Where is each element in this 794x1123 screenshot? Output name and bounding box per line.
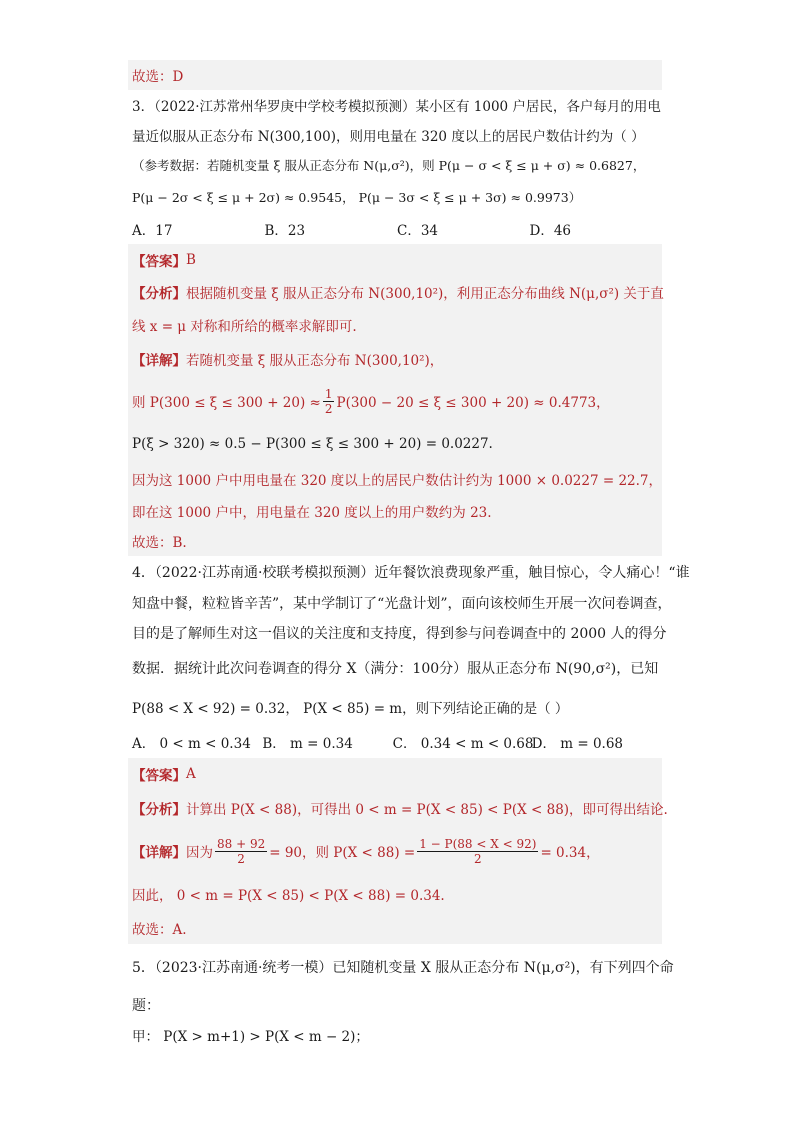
q4-detail-mid: = 90，则 P(X < 88) = — [269, 845, 416, 861]
fraction-denominator: 2 — [237, 851, 245, 866]
q3-analysis-tag: 【分析】 — [132, 286, 186, 302]
fraction-denominator: 2 — [324, 401, 333, 416]
q3-stem-line-1: 3．（2022·江苏常州华罗庚中学校考模拟预测）某小区有 1000 户居民，各户每月的用电 — [132, 99, 661, 115]
q3-final: 故选：B. — [128, 526, 662, 556]
q3-answer — [128, 244, 662, 276]
q4-detail-tag: 【详解】 — [132, 845, 186, 861]
q4-probability-fraction — [417, 837, 538, 866]
q3-detail-2-pre: 则 P(300 ≤ ξ ≤ 300 + 20) ≈ — [132, 395, 321, 411]
q3-analysis-line-1 — [128, 276, 662, 308]
document-page — [132, 60, 690, 1050]
q3-option-b: B．23 — [264, 223, 306, 239]
fraction-denominator: 2 — [474, 851, 482, 866]
q3-stem-line-2: 量近似服从正态分布 N(300,100)，则用电量在 320 度以上的居民户数估计约为（ ） — [132, 129, 645, 145]
q4-analysis-tag: 【分析】 — [132, 802, 186, 818]
fraction-numerator: 1 − P(88 < X < 92) — [419, 836, 537, 851]
q3-detail-line-5: 即在这 1000 户中，用电量在 320 度以上的用户数约为 23. — [128, 496, 662, 526]
q3-detail-line-1 — [128, 342, 662, 376]
q3-answer-tag: 【答案】 — [132, 254, 186, 270]
q3-detail-tag: 【详解】 — [132, 353, 186, 369]
q3-detail-line-2 — [128, 376, 662, 426]
q4-detail-pre: 因为 — [186, 845, 213, 861]
q3-option-a: A．17 — [132, 223, 173, 239]
q3-reference-line-1: （参考数据：若随机变量 ξ 服从正态分布 N(μ,σ²)，则 P(μ − σ < ξ ≤ μ + σ) ≈ 0.6827， — [132, 158, 646, 173]
q3-option-d: D．46 — [529, 223, 572, 239]
q4-mean-fraction — [215, 837, 267, 866]
q4-final: 故选：A. — [128, 912, 662, 944]
q4-options — [132, 726, 662, 758]
q3-options — [132, 214, 662, 244]
q4-detail-line-2: 因此， 0 < m = P(X < 85) < P(X < 88) = 0.34. — [128, 876, 662, 912]
q4-option-d: D． m = 0.68 — [531, 736, 624, 752]
q4-option-c: C． 0.34 < m < 0.68 — [392, 736, 534, 752]
q4-stem-line-4: 数据．据统计此次问卷调查的得分 X（满分：100分）服从正态分布 N(90,σ²)，已知 — [132, 661, 659, 677]
q3-option-c: C．34 — [397, 223, 439, 239]
q4-answer-tag: 【答案】 — [132, 768, 186, 784]
q4-answer — [128, 758, 662, 790]
fraction-numerator: 1 — [324, 386, 333, 401]
q3-detail-text: 若随机变量 ξ 服从正态分布 N(300,10²)， — [186, 353, 444, 369]
q5-item-1: 甲： P(X > m+1) > P(X < m − 2)； — [132, 1029, 369, 1045]
q3-detail-line-3: P(ξ > 320) ≈ 0.5 − P(300 ≤ ξ ≤ 300 + 20) = 0.0227. — [128, 426, 662, 462]
q3-analysis-line-2: 线 x = μ 对称和所给的概率求解即可. — [128, 308, 662, 342]
q4-detail-post: = 0.34， — [540, 845, 600, 861]
q3-half-fraction — [323, 387, 335, 416]
q4-option-a: A． 0 < m < 0.34 — [132, 736, 251, 752]
q5-stem-line-1: 5．（2023·江苏南通·统考一模）已知随机变量 X 服从正态分布 N(μ,σ²)，有下列四个命 — [132, 960, 674, 976]
q4-analysis-line — [128, 790, 668, 826]
q3-detail-line-4: 因为这 1000 户中用电量在 320 度以上的居民户数估计约为 1000 × 0.0227 = 22.7， — [128, 462, 662, 496]
q4-detail-line-1 — [128, 826, 662, 876]
q4-analysis-text: 计算出 P(X < 88)，可得出 0 < m = P(X < 85) < P(X < 88)，即可得出结论. — [186, 802, 668, 818]
q4-stem-line-2: 知盘中餐，粒粒皆辛苦”，某中学制订了“光盘计划”，面向该校师生开展一次问卷调查， — [132, 596, 672, 612]
q4-option-b: B． m = 0.34 — [262, 736, 353, 752]
q3-detail-2-post: P(300 − 20 ≤ ξ ≤ 300 + 20) ≈ 0.4773， — [336, 395, 610, 411]
q4-answer-value: A — [186, 766, 196, 782]
q5-stem-line-2: 题： — [132, 998, 160, 1014]
q4-stem-line-3: 目的是了解师生对这一倡议的关注度和支持度，得到参与问卷调查中的 2000 人的得分 — [132, 626, 667, 642]
q3-reference-line-2: P(μ − 2σ < ξ ≤ μ + 2σ) ≈ 0.9545， P(μ − 3σ < ξ ≤ μ + 3σ) ≈ 0.9973） — [132, 190, 582, 205]
q3-analysis-text: 根据随机变量 ξ 服从正态分布 N(300,10²)，利用正态分布曲线 N(μ,σ²) 关于直 — [186, 286, 664, 302]
prev-answer-line: 故选：D — [128, 60, 662, 90]
fraction-numerator: 88 + 92 — [217, 836, 266, 851]
q3-answer-value: B — [186, 252, 196, 268]
q4-stem-line-1: 4．（2022·江苏南通·校联考模拟预测）近年餐饮浪费现象严重，触目惊心，令人痛心！“谁 — [132, 565, 690, 581]
q4-stem-line-5: P(88 < X < 92) = 0.32， P(X < 85) = m，则下列结论正确的是（ ） — [132, 701, 569, 717]
